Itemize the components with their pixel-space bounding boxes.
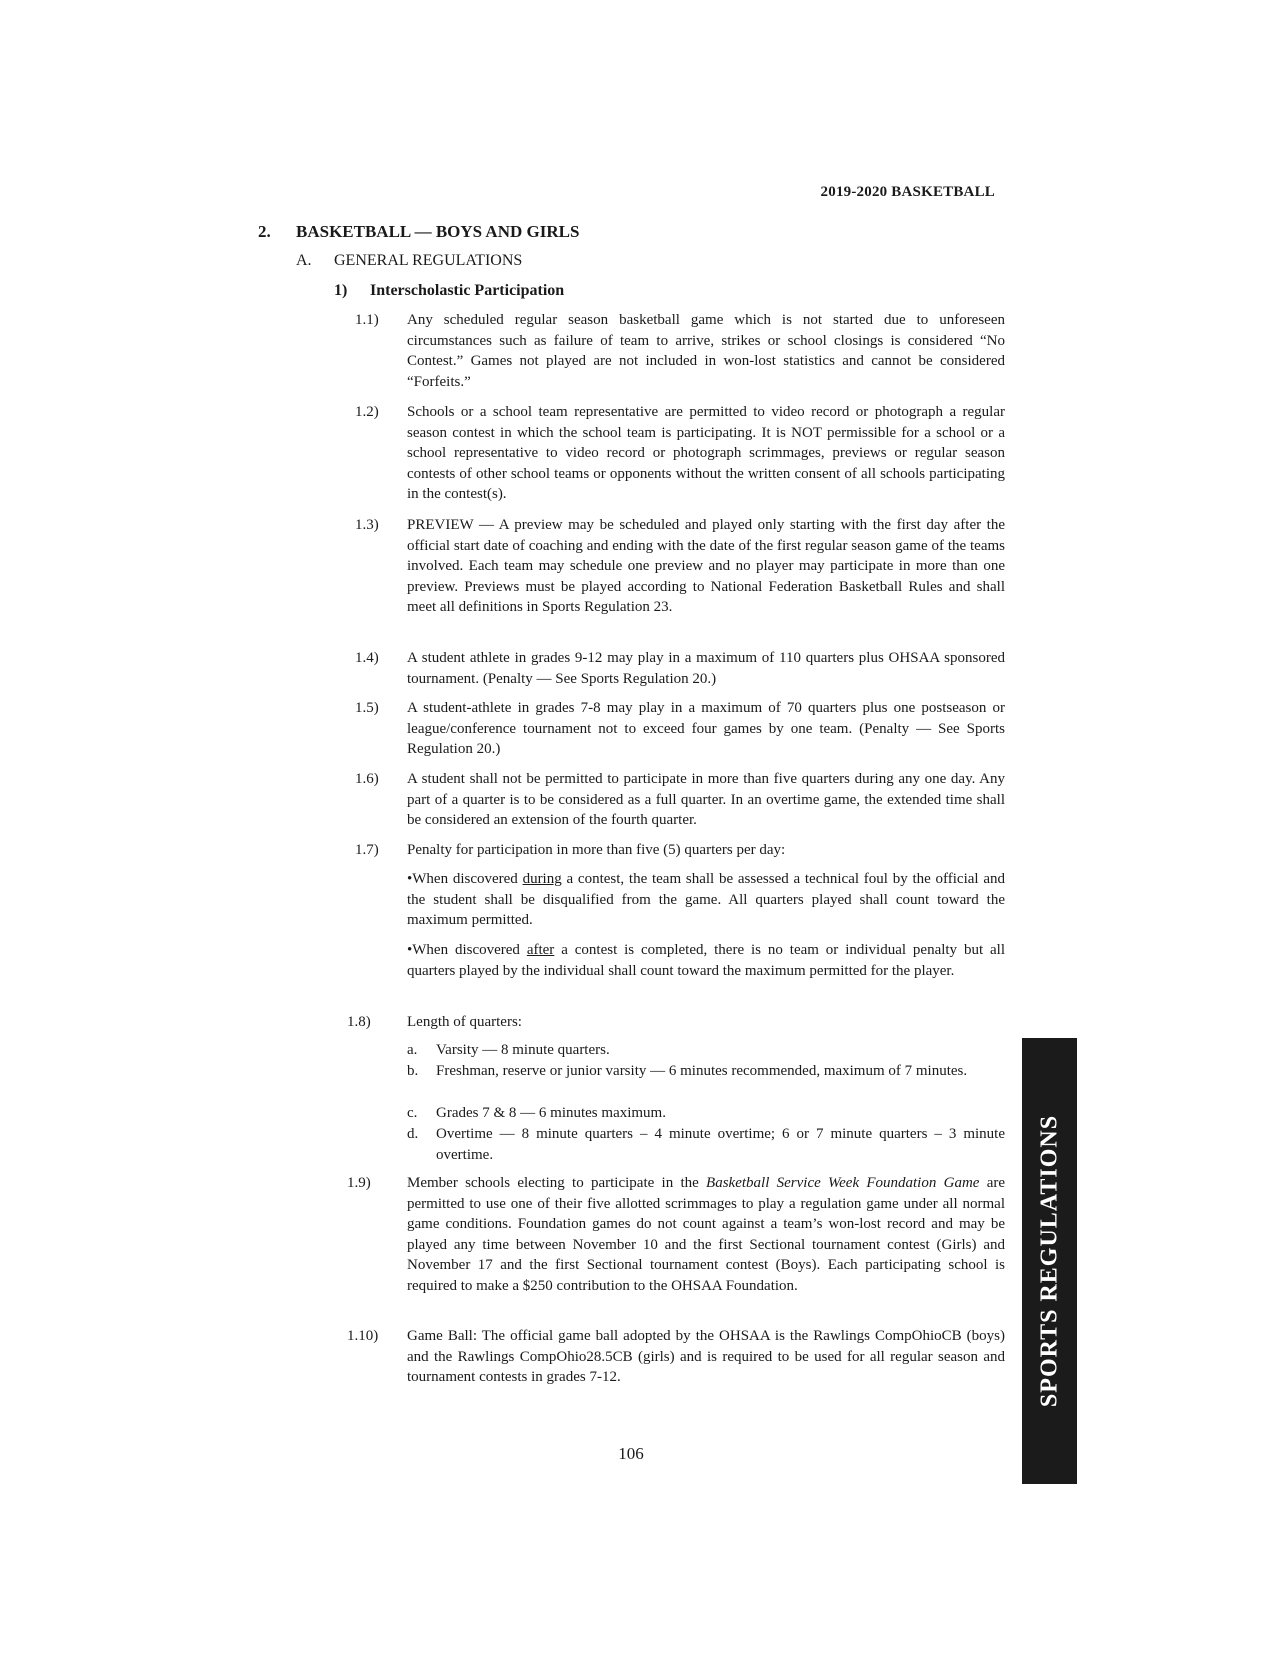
section-title: BASKETBALL — BOYS AND GIRLS — [296, 222, 580, 241]
subsection-letter: A. — [296, 252, 312, 269]
rule-number: 1.4) — [355, 650, 379, 666]
bullet-text: a contest is completed, there is no team or individual penalty but all quarters played by the individual shall count toward the maximum permitted for the player. — [407, 942, 1005, 979]
rule-number: 1.1) — [355, 312, 379, 328]
rule-1-5 — [355, 698, 1005, 760]
penalty-bullet-after — [407, 940, 1005, 981]
subitem-letter: c. — [407, 1105, 418, 1121]
section-number: 2. — [258, 222, 271, 241]
rule-number: 1.5) — [355, 700, 379, 716]
rule-text: Length of quarters: — [407, 1014, 522, 1030]
rule-text-italic: Basketball Service Week Foundation Game — [706, 1175, 980, 1191]
rule-1-8 — [347, 1012, 1005, 1033]
subsection-title: GENERAL REGULATIONS — [334, 252, 523, 269]
side-tab-label: SPORTS REGULATIONS — [1036, 1114, 1062, 1408]
page-number: 106 — [618, 1444, 644, 1463]
penalty-bullet-during — [407, 869, 1005, 931]
rule-1-9 — [347, 1173, 1006, 1297]
rule-text — [407, 1173, 1005, 1297]
rule-text-rest: are permitted to use one of their five allotted scrimmages to play a regulation game under all normal game conditions. Foundation games do not count against a team’s won-lost record and may be played any time between November 10 and the first Sectional tournament contest (Girls) and November 17 and the first Sectional tournament contest (Boys). Each participating school is required to make a $250 contribution to the OHSAA Foundation. — [407, 1175, 1006, 1294]
rule-1-10 — [347, 1326, 1005, 1388]
bullet-lead: •When discovered — [407, 942, 527, 958]
rule-text: A student shall not be permitted to participate in more than five quarters during any one day. Any part of a quarter is to be considered as a full quarter. In an overtime game, the extended time shall be considered an extension of the fourth quarter. — [407, 771, 1005, 829]
rule-text: A student athlete in grades 9-12 may play in a maximum of 110 quarters plus OHSAA sponsored tournament. (Penalty — See Sports Regulation 20.) — [407, 650, 1005, 687]
rule-text: Penalty for participation in more than five (5) quarters per day: — [407, 842, 786, 858]
quarter-length-d — [407, 1124, 1005, 1165]
rule-text-lead: Member schools electing to participate in the — [407, 1175, 707, 1191]
rule-1-2 — [355, 402, 1005, 505]
quarter-length-c — [407, 1103, 1005, 1124]
rule-number: 1.10) — [347, 1328, 379, 1344]
bullet-text: a contest, the team shall be assessed a technical foul by the official and the student shall be disqualified from the game. All quarters played shall count toward the maximum permitted. — [407, 871, 1005, 929]
rule-1-6 — [355, 769, 1005, 831]
subitem-text: Varsity — 8 minute quarters. — [436, 1042, 610, 1058]
rule-number: 1.7) — [355, 842, 379, 858]
rule-number: 1.9) — [347, 1175, 371, 1191]
rule-1-4 — [355, 648, 1005, 689]
rule-text: Schools or a school team representative are permitted to video record or photograph a regular season contest in which the school team is participating. It is NOT permissible for a school or a school representative to video record or photograph scrimmages, previews or regular season contests of other school teams or opponents without the written consent of all schools participating in the contest(s). — [407, 404, 1005, 503]
rule-number: 1.6) — [355, 771, 379, 787]
rule-number: 1.2) — [355, 404, 379, 420]
rule-number: 1.3) — [355, 517, 379, 533]
quarter-length-a — [407, 1040, 1005, 1061]
bullet-lead: •When discovered — [407, 871, 523, 887]
bullet-keyword: during — [522, 871, 562, 887]
rule-text: A student-athlete in grades 7-8 may play in a maximum of 70 quarters plus one postseason or league/conference tournament not to exceed four games by one team. (Penalty — See Sports Regulation 20.) — [407, 700, 1005, 758]
rule-text: Any scheduled regular season basketball game which is not started due to unforeseen circumstances such as failure of team to arrive, strikes or school closings is considered “No Contest.” Games not played are not included in won-lost statistics and cannot be considered “Forfeits.” — [407, 312, 1005, 390]
subitem-text: Overtime — 8 minute quarters – 4 minute overtime; 6 or 7 minute quarters – 3 minute overtime. — [436, 1126, 1005, 1163]
quarter-length-b — [407, 1061, 1005, 1082]
subitem-letter: b. — [407, 1063, 419, 1079]
rule-text: Game Ball: The official game ball adopted by the OHSAA is the Rawlings CompOhioCB (boys) and the Rawlings CompOhio28.5CB (girls) and is required to be used for all regular season and tournament contests in grades 7-12. — [407, 1328, 1005, 1386]
heading-title: Interscholastic Participation — [370, 282, 565, 299]
subitem-letter: a. — [407, 1042, 418, 1058]
running-head: 2019-2020 BASKETBALL — [820, 184, 995, 200]
rule-1-3 — [355, 515, 1005, 618]
sports-regulations-tab — [1022, 1038, 1077, 1484]
subitem-text: Freshman, reserve or junior varsity — 6 minutes recommended, maximum of 7 minutes. — [436, 1063, 968, 1079]
rule-text: PREVIEW — A preview may be scheduled and played only starting with the first day after the official start date of coaching and ending with the date of the first regular season game of the teams involved. Each team may schedule one preview and no player may participate in more than one preview. Previews must be played according to National Federation Basketball Rules and shall meet all definitions in Sports Regulation 23. — [407, 517, 1005, 616]
subitem-letter: d. — [407, 1126, 419, 1142]
heading-number: 1) — [334, 282, 348, 299]
bullet-keyword: after — [526, 942, 555, 958]
subitem-text: Grades 7 & 8 — 6 minutes maximum. — [436, 1105, 666, 1121]
rule-number: 1.8) — [347, 1014, 371, 1030]
rule-1-7 — [355, 840, 1005, 861]
rule-1-1 — [355, 310, 1005, 392]
